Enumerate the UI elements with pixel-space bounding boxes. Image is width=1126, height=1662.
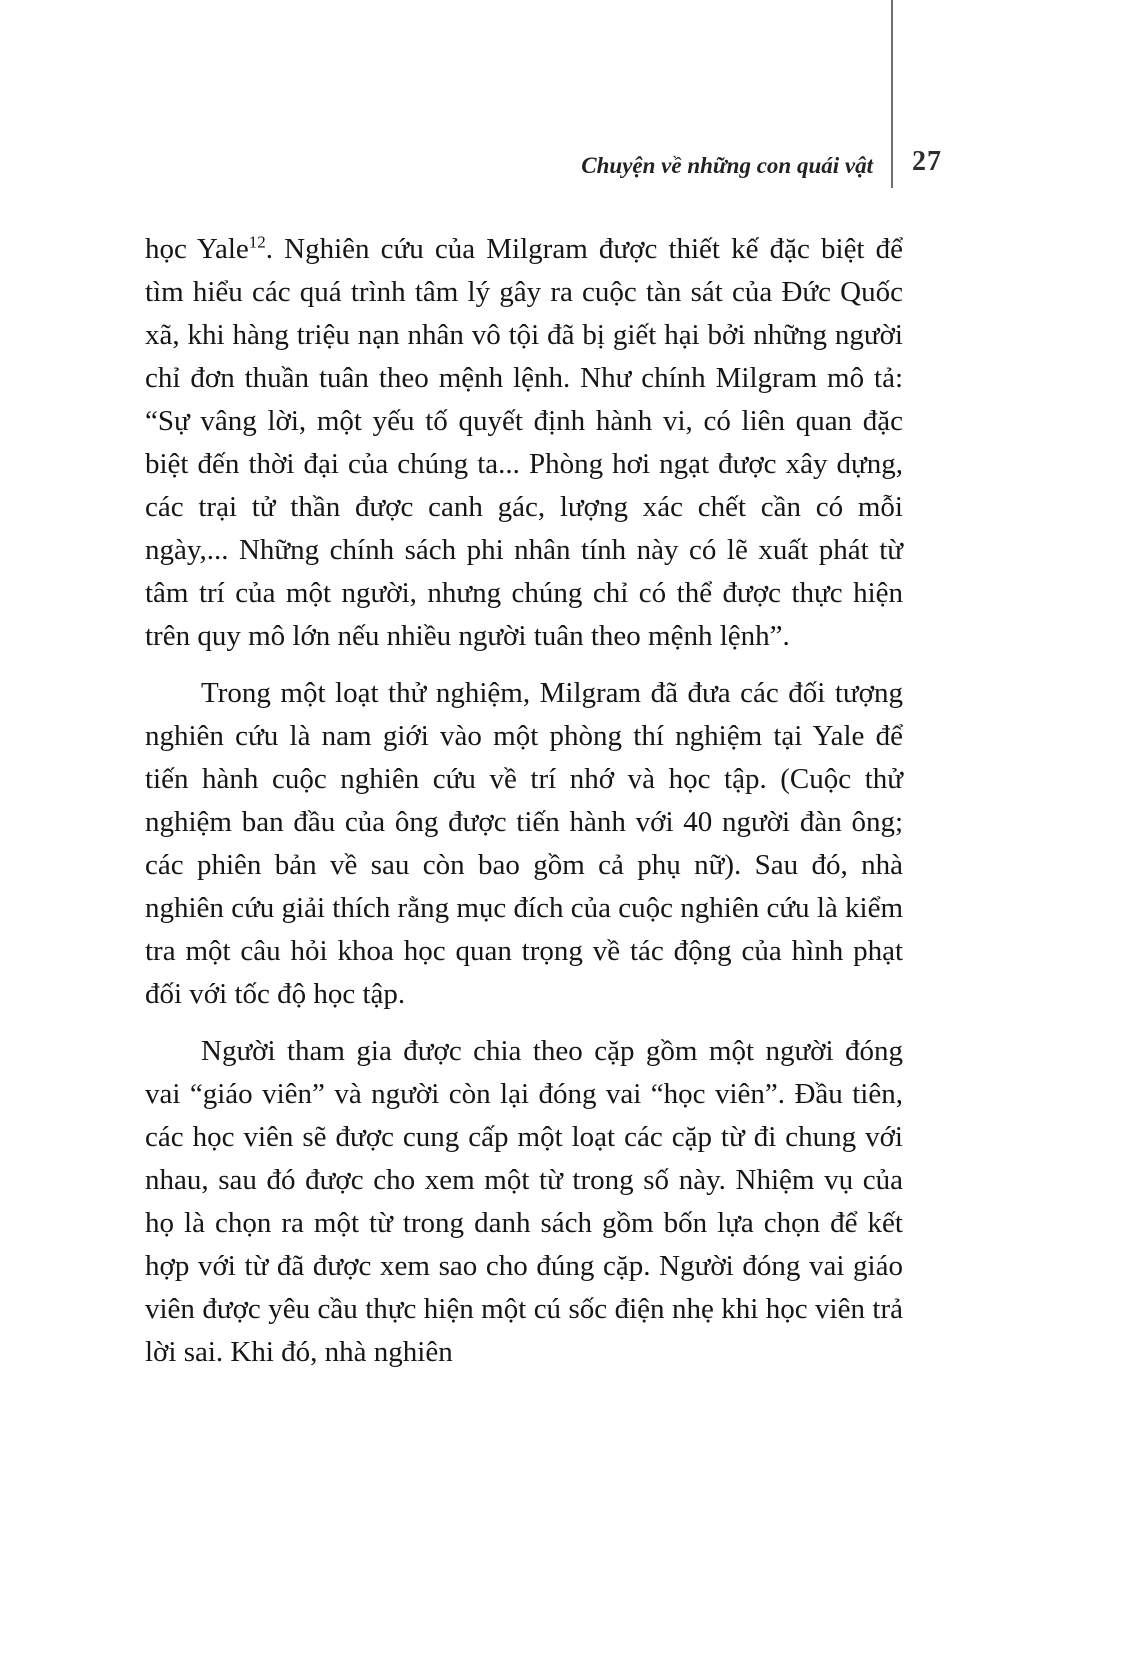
- page-number: 27: [912, 146, 942, 177]
- paragraph-1: [145, 228, 903, 658]
- footnote-reference-12: 12: [248, 232, 266, 252]
- running-title: Chuyện về những con quái vật: [581, 153, 873, 178]
- header-divider-rule: [891, 0, 893, 188]
- paragraph-1-rest: . Nghiên cứu của Milgram được thiết kế đặc biệt để tìm hiểu các quá trình tâm lý gây ra cuộc tàn sát của Đức Quốc xã, khi hàng triệu nạn nhân vô tội đã bị giết hại bởi những người chỉ đơn thuần tuân theo mệnh lệnh. Như chính Milgram mô tả: “Sự vâng lời, một yếu tố quyết định hành vi, có liên quan đặc biệt đến thời đại của chúng ta... Phòng hơi ngạt được xây dựng, các trại tử thần được canh gác, lượng xác chết cần có mỗi ngày,... Những chính sách phi nhân tính này có lẽ xuất phát từ tâm trí của một người, nhưng chúng chỉ có thể được thực hiện trên quy mô lớn nếu nhiều người tuân theo mệnh lệnh”.: [145, 233, 903, 652]
- body-text: [145, 228, 903, 1374]
- paragraph-2: Trong một loạt thử nghiệm, Milgram đã đưa các đối tượng nghiên cứu là nam giới vào một phòng thí nghiệm tại Yale để tiến hành cuộc nghiên cứu về trí nhớ và học tập. (Cuộc thử nghiệm ban đầu của ông được tiến hành với 40 người đàn ông; các phiên bản về sau còn bao gồm cả phụ nữ). Sau đó, nhà nghiên cứu giải thích rằng mục đích của cuộc nghiên cứu là kiểm tra một câu hỏi khoa học quan trọng về tác động của hình phạt đối với tốc độ học tập.: [145, 677, 903, 1010]
- paragraph-3: Người tham gia được chia theo cặp gồm một người đóng vai “giáo viên” và người còn lại đóng vai “học viên”. Đầu tiên, các học viên sẽ được cung cấp một loạt các cặp từ đi chung với nhau, sau đó được cho xem một từ trong số này. Nhiệm vụ của họ là chọn ra một từ trong danh sách gồm bốn lựa chọn để kết hợp với từ đã được xem sao cho đúng cặp. Người đóng vai giáo viên được yêu cầu thực hiện một cú sốc điện nhẹ khi học viên trả lời sai. Khi đó, nhà nghiên: [145, 1035, 903, 1368]
- paragraph-1-lead: học Yale: [145, 233, 249, 265]
